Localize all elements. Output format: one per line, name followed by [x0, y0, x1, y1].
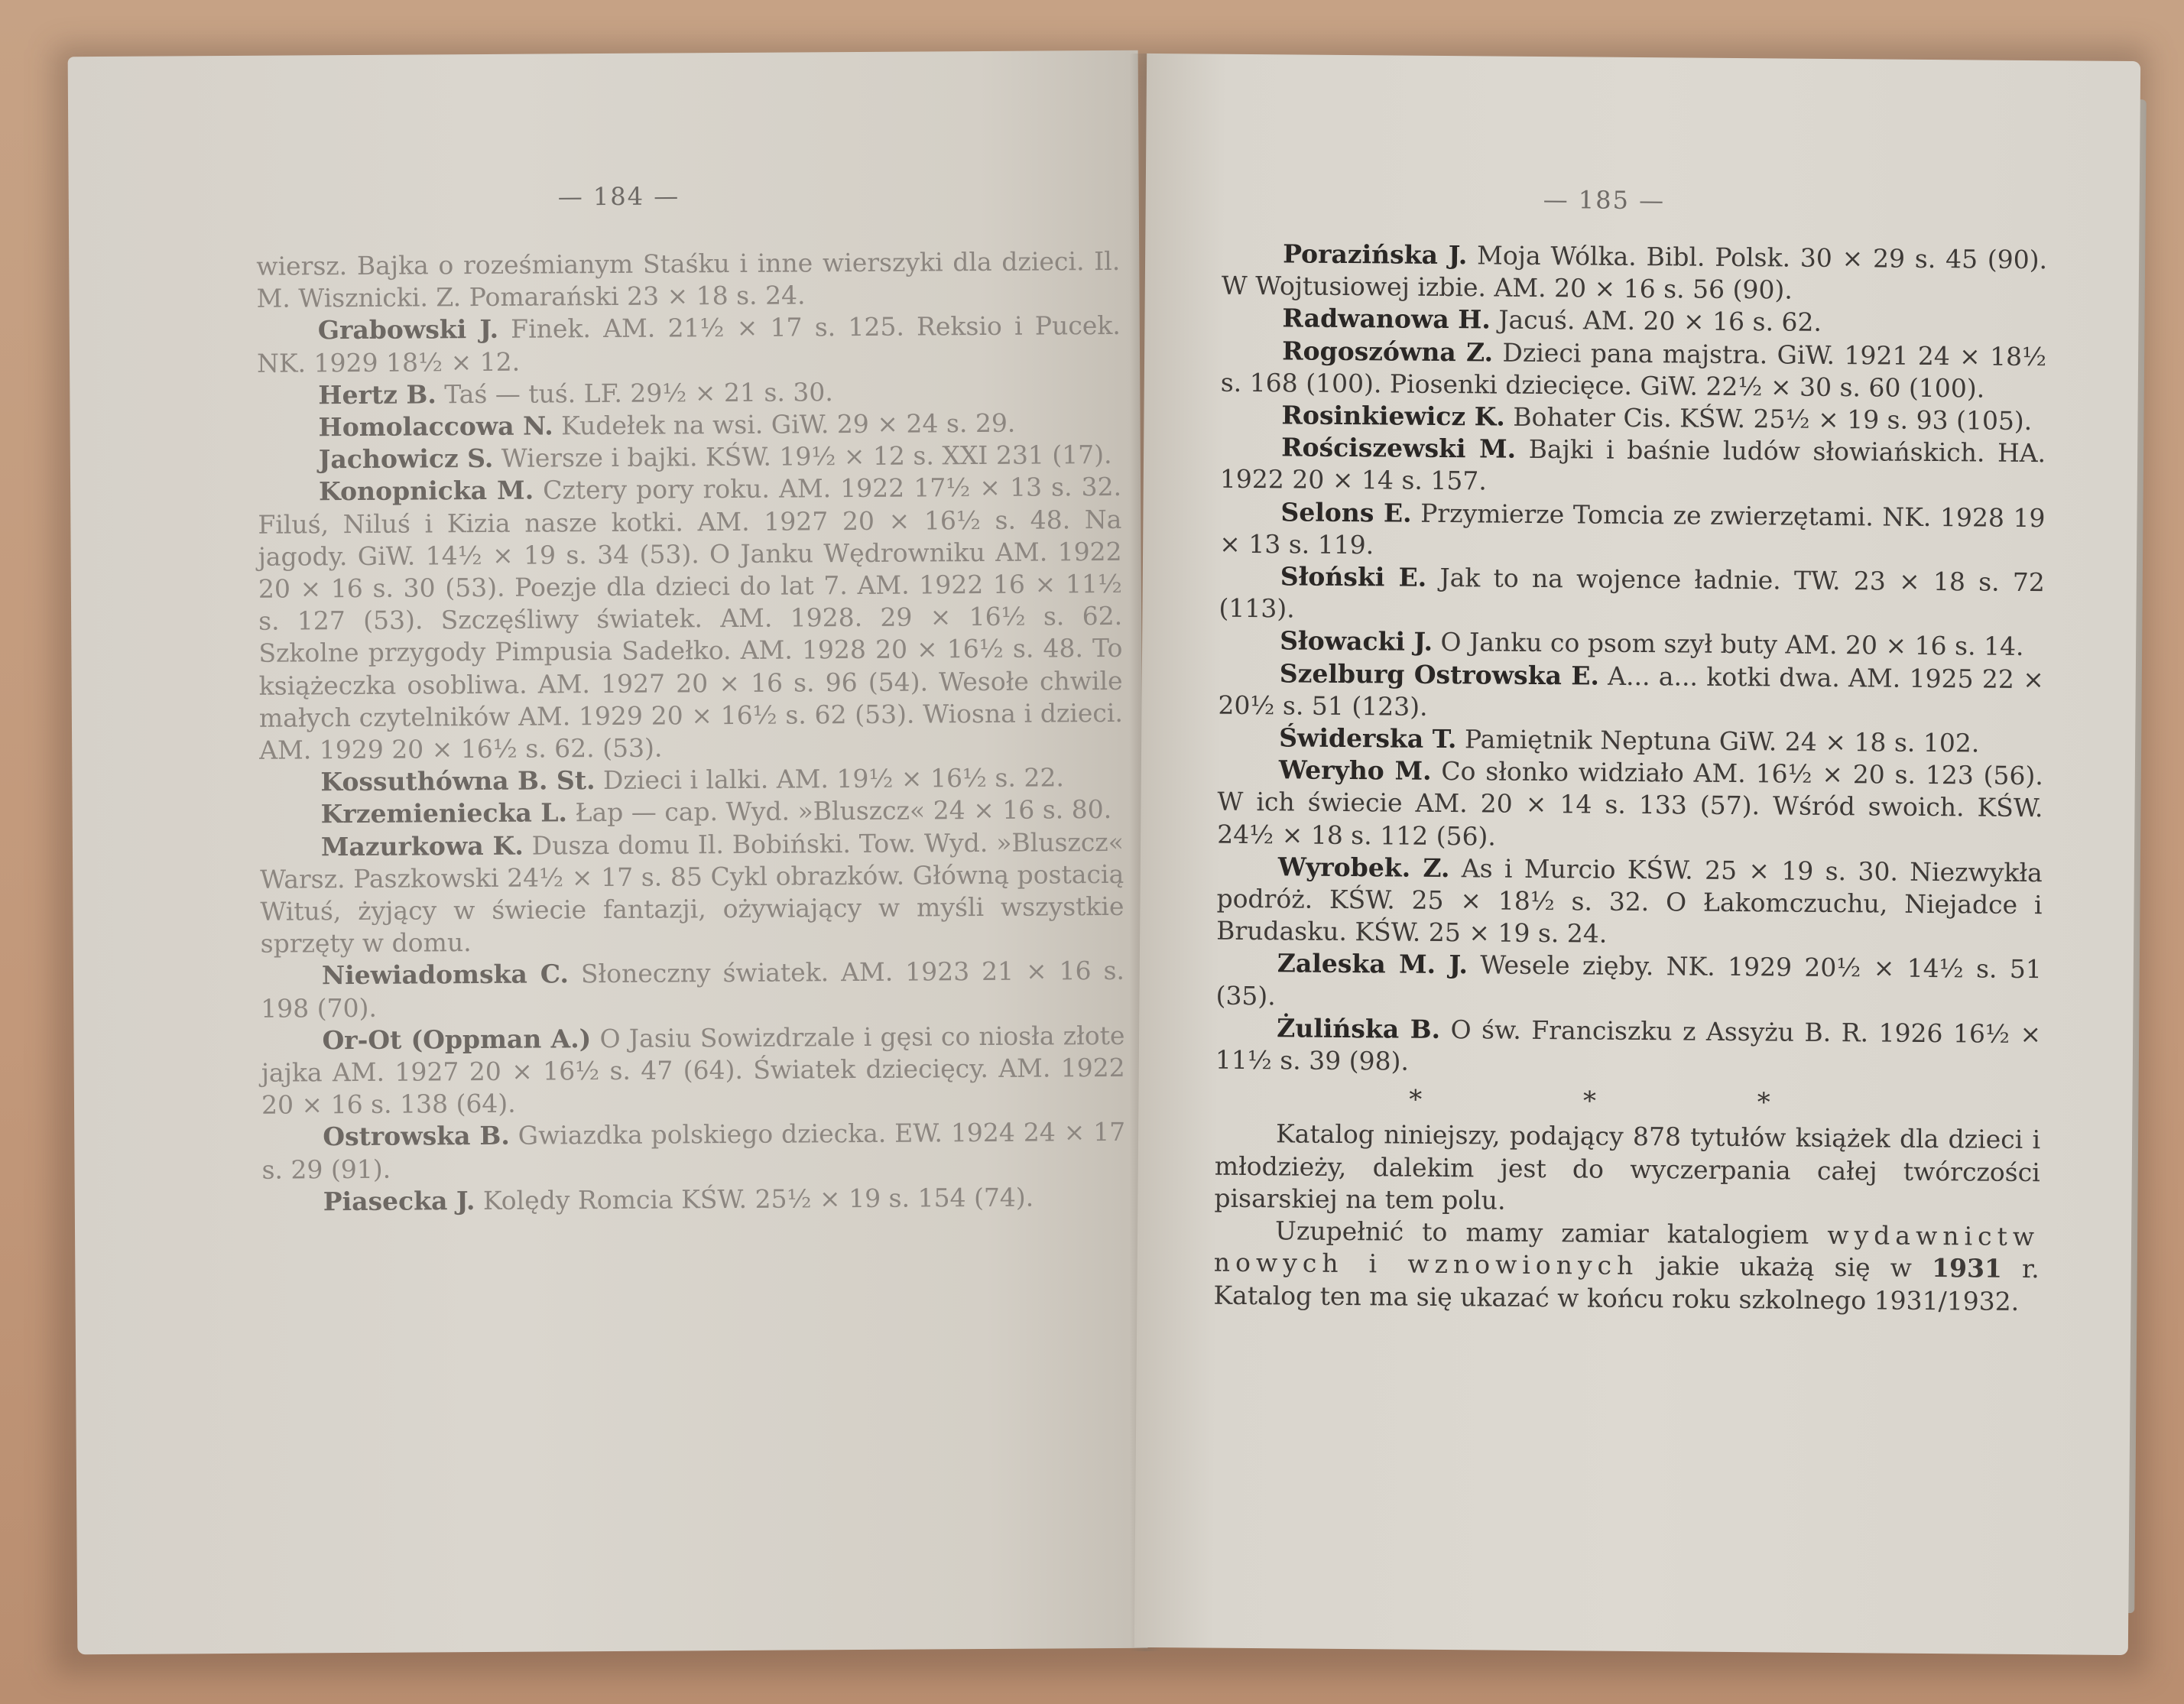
left-page-content — [256, 245, 1126, 1219]
note-2-year: 1931 — [1931, 1253, 2003, 1284]
catalog-entry — [261, 1020, 1125, 1122]
entry-author: Rosinkiewicz K. — [1281, 400, 1506, 432]
catalog-entry — [1219, 560, 2045, 631]
entry-author: Rościszewski M. — [1281, 432, 1517, 464]
entry-author: Żulińska B. — [1277, 1013, 1441, 1044]
entry-text: Słoneczny światek. AM. 1923 21 × 16 s. 198 (70). — [261, 956, 1125, 1024]
entry-author: Grabowski J. — [317, 314, 499, 346]
entry-text: Wesele zięby. NK. 1929 20½ × 14½ s. 51 (35). — [1215, 949, 2042, 1011]
catalog-entry — [1221, 334, 2047, 405]
catalog-entry — [257, 375, 1121, 412]
entry-text: Bajki i baśnie ludów słowiańskich. HA. 1922 20 × 14 s. 157. — [1219, 433, 2046, 496]
entry-text: Dusza domu Il. Bobiński. Tow. Wyd. »Bluszcz« Warsz. Paszkowski 24½ × 17 s. 85 Cykl obrazków. Główną postacią Wituś, żyjący w świecie fantazji, ożywiający w myśli wszystkie sprzęty w domu. — [260, 826, 1124, 959]
entry-author: Świderska T. — [1279, 722, 1457, 755]
entry-author: Hertz B. — [318, 379, 436, 411]
entry-text: A... a... kotki dwa. AM. 1925 22 × 20½ s. 51 (123). — [1218, 661, 2044, 722]
closing-note-2 — [1213, 1215, 2040, 1318]
catalog-entry — [261, 1116, 1125, 1186]
left-page — [68, 50, 1148, 1655]
entry-text: Co słonko widziało AM. 16½ × 20 s. 123 (56). W ich świecie AM. 20 × 14 s. 133 (57). Wśród swoich. KŚW. 24½ × 18 s. 112 (56). — [1217, 756, 2043, 852]
catalog-entry — [1215, 947, 2042, 1018]
catalog-entry — [257, 310, 1121, 379]
catalog-entry — [1216, 851, 2043, 954]
entry-text: wiersz. Bajka o roześmianym Staśku i inne wierszyki dla dzieci. Il. M. Wisznicki. Z. Pomarański 23 × 18 s. 24. — [256, 245, 1121, 313]
page-number-left: — 184 — — [557, 181, 680, 212]
catalog-entry — [1220, 431, 2046, 502]
page-number-right: — 185 — — [1543, 185, 1666, 216]
entry-author: Konopnicka M. — [318, 475, 534, 507]
entry-author: Rogoszówna Z. — [1282, 335, 1494, 368]
note-2-end: r. Katalog ten ma się ukazać w końcu roku szkolnego 1931/1932. — [1213, 1254, 2040, 1316]
catalog-entry — [1215, 1012, 2042, 1083]
entry-text: As i Murcio KŚW. 25 × 19 s. 30. Niezwykła podróż. KŚW. 25 × 18½ s. 32. O Łakomczuchu, Niejadce i Brudasku. KŚW. 25 × 19 s. 24. — [1216, 852, 2043, 949]
catalog-entry — [259, 761, 1123, 799]
entry-text: Wiersze i bajki. KŚW. 19½ × 12 s. XXI 231 (17). — [493, 440, 1112, 474]
entry-author: Homolaccowa N. — [318, 411, 553, 443]
entry-text: O Jasiu Sowizdrzale i gęsi co niosła złote jajka AM. 1927 20 × 16½ s. 47 (64). Światek dziecięcy. AM. 1922 20 × 16 s. 138 (64). — [261, 1020, 1125, 1121]
entry-author: Mazurkowa K. — [320, 830, 524, 862]
entry-author: Jachowicz S. — [318, 443, 494, 475]
catalog-entry — [258, 471, 1123, 767]
catalog-entry — [262, 1181, 1126, 1219]
asterism-divider: * * * — [1408, 1084, 1847, 1119]
entry-author: Szelburg Ostrowska E. — [1279, 657, 1600, 691]
catalog-entry — [260, 794, 1124, 831]
catalog-entry — [1217, 754, 2043, 857]
right-page-content — [1213, 238, 2047, 1318]
entry-author: Radwanowa H. — [1282, 303, 1491, 335]
right-page — [1134, 54, 2140, 1655]
entry-text: Dzieci pana majstra. GiW. 1921 24 × 18½ s. 168 (100). Piosenki dziecięce. GiW. 22½ × 30 s. 60 (100). — [1220, 337, 2047, 404]
entry-text: Taś — tuś. LF. 29½ × 21 s. 30. — [436, 377, 833, 410]
entry-text: Kolędy Romcia KŚW. 25½ × 19 s. 154 (74). — [475, 1182, 1034, 1216]
entry-text: Jak to na wojence ładnie. TW. 23 × 18 s. 72 (113). — [1219, 562, 2045, 624]
entry-text: Cztery pory roku. AM. 1922 17½ × 13 s. 32. Filuś, Niluś i Kizia nasze kotki. AM. 1927 20 × 16½ s. 48. Na jagody. GiW. 14½ × 19 s. 34 (53). O Janku Wędrowniku AM. 1922 20 × 16 s. 30 (53). Poezje dla dzieci do lat 7. AM. 1922 16 × 11½ s. 127 (53). Szczęśliwy światek. AM. 1928. 29 × 16½ s. 62. Szkolne przygody Pimpusia Sadełko. AM. 1928 20 × 16½ s. 48. To książeczka osobliwa. AM. 1927 20 × 16 s. 96 (54). Wesołe chwile małych czytelników AM. 1929 20 × 16½ s. 62 (53). Wiosna i dzieci. AM. 1929 20 × 16½ s. 62. (53). — [258, 472, 1124, 765]
note-2-mid: jakie ukażą się w — [1638, 1251, 1932, 1284]
entry-author: Zaleska M. J. — [1277, 948, 1468, 980]
catalog-entry — [257, 407, 1121, 444]
entry-text: Przymierze Tomcia ze zwierzętami. NK. 1928 19 × 13 s. 119. — [1219, 498, 2046, 560]
entry-text: O Janku co psom szył buty AM. 20 × 16 s. 14. — [1432, 627, 2024, 662]
entry-text: Moja Wólka. Bibl. Polsk. 30 × 29 s. 45 (90). W Wojtusiowej izbie. AM. 20 × 16 s. 56 (90). — [1221, 240, 2048, 305]
catalog-entry — [258, 439, 1121, 476]
entry-author: Kossuthówna B. St. — [320, 765, 595, 797]
entry-author: Selons E. — [1280, 496, 1412, 528]
catalog-entry — [260, 826, 1124, 961]
entry-text: Finek. AM. 21½ × 17 s. 125. Reksio i Pucek. NK. 1929 18½ × 12. — [256, 310, 1121, 378]
entry-author: Słoński E. — [1280, 561, 1427, 592]
entry-author: Wyrobek. Z. — [1277, 852, 1450, 883]
closing-note-1: Katalog niniejszy, podający 878 tytułów książek dla dzieci i młodzieży, dalekim jest do wyczerpania całej twórczości pisarskiej na tem polu. — [1214, 1118, 2041, 1216]
entry-author: Piasecka J. — [323, 1185, 475, 1217]
entry-text: Gwiazdka polskiego dziecka. EW. 1924 24 × 17 s. 29 (91). — [261, 1117, 1126, 1185]
entry-author: Krzemieniecka L. — [320, 797, 568, 829]
catalog-entry — [1219, 495, 2046, 566]
entry-text: Łap — cap. Wyd. »Bluszcz« 24 × 16 s. 80. — [566, 794, 1112, 828]
entry-text: Jacuś. AM. 20 × 16 s. 62. — [1490, 304, 1822, 338]
note-2-start: Uzupełnić to mamy zamiar katalogiem — [1274, 1216, 1828, 1251]
entry-author: Ostrowska B. — [323, 1121, 510, 1152]
catalog-entry — [1218, 657, 2044, 728]
note-2-spaced-phrase: wydawnictw nowych i wznowionych — [1213, 1220, 2040, 1281]
entry-text: Pamiętnik Neptuna GiW. 24 × 18 s. 102. — [1456, 724, 1980, 758]
catalog-entry — [256, 245, 1120, 315]
entry-text: Dzieci i lalki. AM. 19½ × 16½ s. 22. — [595, 762, 1064, 796]
entry-author: Słowacki J. — [1280, 625, 1433, 657]
entry-author: Weryho M. — [1278, 755, 1432, 787]
catalog-entry — [1222, 238, 2048, 309]
entry-text: Kudełek na wsi. GiW. 29 × 24 s. 29. — [553, 407, 1016, 441]
entry-text: Bohater Cis. KŚW. 25½ × 19 s. 93 (105). — [1504, 401, 2033, 437]
catalog-entry — [261, 955, 1124, 1024]
entry-author: Porazińska J. — [1283, 239, 1468, 271]
entry-author: Niewiadomska C. — [321, 959, 570, 991]
right-entries — [1215, 238, 2048, 1083]
entry-text: O św. Franciszku z Assyżu B. R. 1926 16½ × 11½ s. 39 (98). — [1215, 1014, 2042, 1076]
entry-author: Or-Ot (Oppman A.) — [322, 1024, 592, 1056]
